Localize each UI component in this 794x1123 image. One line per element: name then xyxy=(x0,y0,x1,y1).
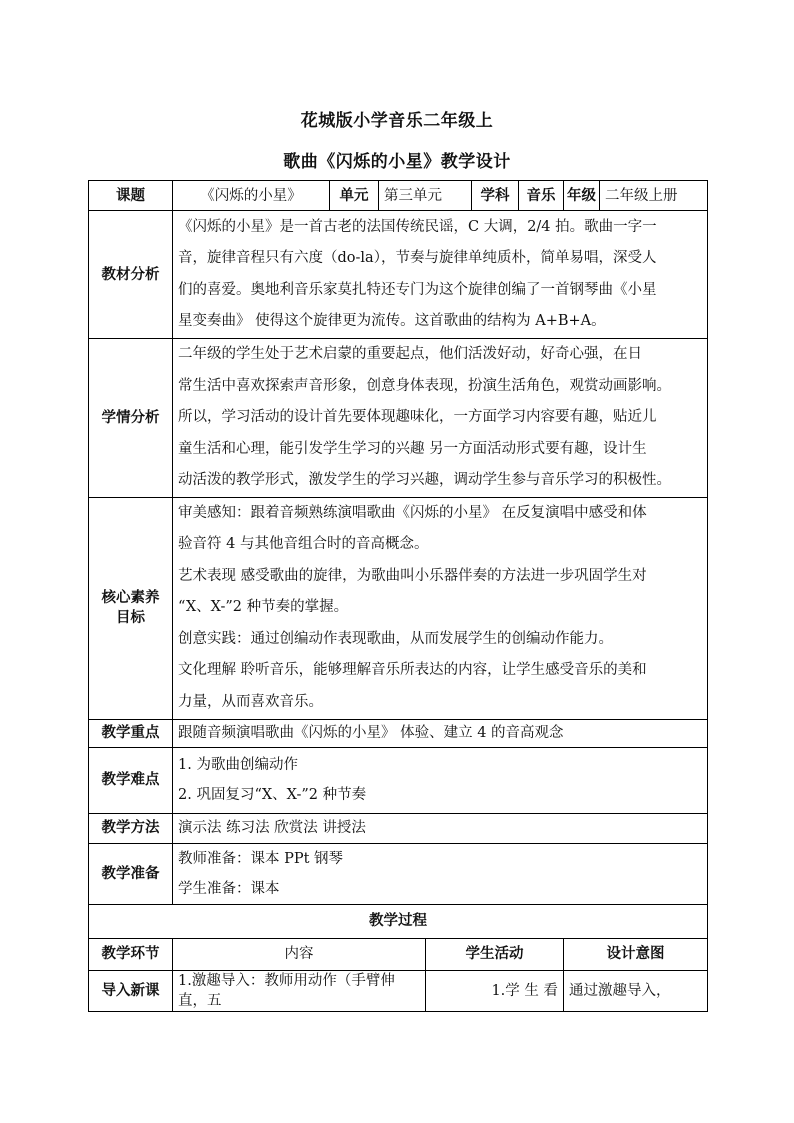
document-title: 花城版小学音乐二年级上 xyxy=(300,111,494,131)
preparation-text xyxy=(173,843,708,904)
difficulty-text xyxy=(173,747,708,813)
text-line: 星变奏曲》 使得这个旋律更为流传。这首歌曲的结构为 A+B+A。 xyxy=(178,313,606,329)
student-analysis-row xyxy=(89,339,708,498)
process-title: 教学过程 xyxy=(89,904,708,938)
process-header-stage: 教学环节 xyxy=(89,938,173,970)
text-line: 《闪烁的小星》是一首古老的法国传统民谣，C 大调，2/4 拍。歌曲一字一 xyxy=(178,218,657,235)
material-analysis-row xyxy=(89,211,708,339)
text-line: 音，旋律音程只有六度（do-la），节奏与旋律单纯质朴，简单易唱，深受人 xyxy=(178,250,657,266)
student-analysis-text xyxy=(173,339,708,498)
text-line: 2. 巩固复习“X、X-”2 种节奏 xyxy=(178,787,367,803)
topic-value: 《闪烁的小星》 xyxy=(173,181,330,211)
unit-label: 单元 xyxy=(330,181,379,211)
process-header-intent: 设计意图 xyxy=(564,938,708,970)
text-line: “X、X-”2 种节奏的掌握。 xyxy=(178,599,349,616)
text-line: 动活泼的教学形式，激发学生的学习兴趣，调动学生参与音乐学习的积极性。 xyxy=(178,472,671,488)
student-analysis-label: 学情分析 xyxy=(89,339,173,498)
process-stage: 导入新课 xyxy=(89,970,173,1011)
grade-label: 年级 xyxy=(564,181,600,211)
topic-label: 课题 xyxy=(89,181,173,211)
material-analysis-text xyxy=(173,211,708,339)
process-header-row xyxy=(89,938,708,970)
key-point-label: 教学重点 xyxy=(89,719,173,747)
document-subtitle: 歌曲《闪烁的小星》教学设计 xyxy=(283,152,511,172)
text-line: 教师准备：课本 PPt 钢琴 xyxy=(178,850,344,867)
core-goals-text xyxy=(173,497,708,719)
text-line: 力量，从而喜欢音乐。 xyxy=(178,693,323,710)
process-design-intent: 通过激趣导入， xyxy=(564,970,708,1011)
text-line: 所以，学习活动的设计首先要体现趣味化，一方面学习内容要有趣，贴近儿 xyxy=(178,409,657,425)
preparation-row xyxy=(89,843,708,904)
key-point-row xyxy=(89,719,708,747)
text-line: 文化理解 聆听音乐，能够理解音乐所表达的内容，让学生感受音乐的美和 xyxy=(178,662,647,679)
process-header-content: 内容 xyxy=(173,938,426,970)
info-row xyxy=(89,181,708,211)
core-goals-label xyxy=(89,497,173,719)
subject-label: 学科 xyxy=(472,181,519,211)
difficulty-row xyxy=(89,747,708,813)
lesson-plan-table xyxy=(88,180,708,1012)
text-line: 们的喜爱。奥地利音乐家莫扎特还专门为这个旋律创编了一首钢琴曲《小星 xyxy=(178,281,657,298)
difficulty-label: 教学难点 xyxy=(89,747,173,813)
unit-value: 第三单元 xyxy=(379,181,472,211)
text-line: 二年级的学生处于艺术启蒙的重要起点，他们活泼好动，好奇心强，在日 xyxy=(178,346,642,362)
method-label: 教学方法 xyxy=(89,813,173,843)
method-row xyxy=(89,813,708,843)
process-title-row xyxy=(89,904,708,938)
core-goals-label-line2: 目标 xyxy=(116,609,145,626)
core-goals-row xyxy=(89,497,708,719)
text-line: 创意实践：通过创编动作表现歌曲，从而发展学生的创编动作能力。 xyxy=(178,630,613,647)
core-goals-label-line1: 核心素养 xyxy=(101,589,160,606)
process-row xyxy=(89,970,708,1011)
key-point-text: 跟随音频演唱歌曲《闪烁的小星》 体验、建立 4 的音高观念 xyxy=(173,719,708,747)
grade-value: 二年级上册 xyxy=(600,181,708,211)
preparation-label: 教学准备 xyxy=(89,843,173,904)
text-line: 童生活和心理，能引发学生学习的兴趣 另一方面活动形式要有趣，设计生 xyxy=(178,440,647,457)
text-line: 1. 为歌曲创编动作 xyxy=(178,757,298,773)
process-header-student: 学生活动 xyxy=(426,938,564,970)
text-line: 验音符 4 与其他音组合时的音高概念。 xyxy=(178,536,429,553)
process-content: 1.激趣导入：教师用动作（手臂伸直，五 xyxy=(173,970,426,1011)
process-student-activity: 1.学 生 看 xyxy=(426,970,564,1011)
method-text: 演示法 练习法 欣赏法 讲授法 xyxy=(173,813,708,843)
subject-value: 音乐 xyxy=(519,181,564,211)
text-line: 艺术表现 感受歌曲的旋律，为歌曲叫小乐器伴奏的方法进一步巩固学生对 xyxy=(178,567,647,584)
text-line: 学生准备：课本 xyxy=(178,880,280,897)
text-line: 审美感知：跟着音频熟练演唱歌曲《闪烁的小星》 在反复演唱中感受和体 xyxy=(178,504,647,521)
text-line: 常生活中喜欢探索声音形象，创意身体表现，扮演生活角色，观赏动画影响。 xyxy=(178,377,671,394)
material-analysis-label: 教材分析 xyxy=(89,211,173,339)
